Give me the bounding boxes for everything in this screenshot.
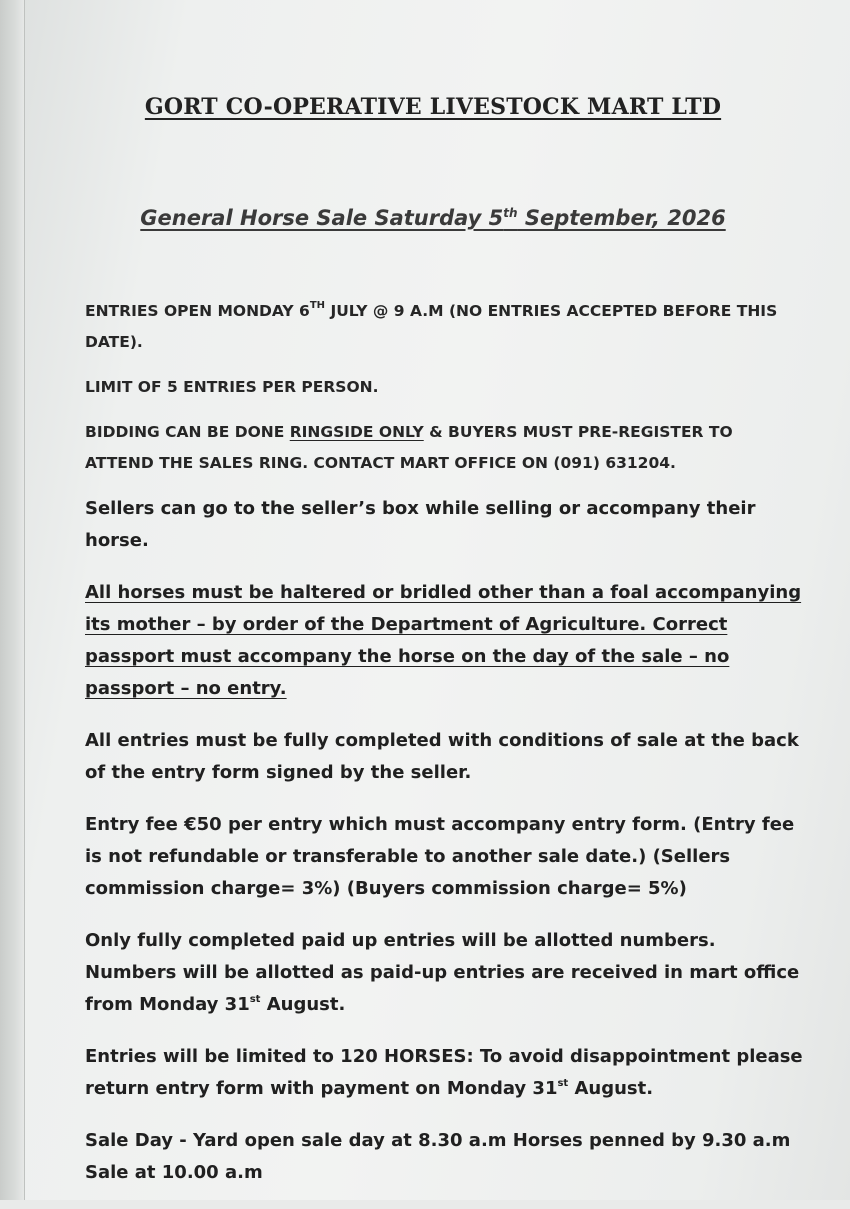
- entry-limit-horses-paragraph: [85, 1041, 805, 1105]
- bidding-paragraph: [85, 417, 805, 479]
- entries-open-paragraph: [85, 296, 805, 358]
- entries-open-sup: TH: [309, 300, 326, 311]
- document-title: GORT CO-OPERATIVE LIVESTOCK MART LTD: [144, 94, 722, 120]
- entries-open-text-b: JULY @ 9 A.M (NO ENTRIES ACCEPTED BEFORE THIS DATE).: [85, 302, 778, 351]
- ringside-only-text: RINGSIDE ONLY: [289, 423, 424, 441]
- allotted-numbers-text-a: Only fully completed paid up entries will be allotted numbers. Numbers will be allotted as paid-up entries are received in mart office from Monday 31: [85, 930, 800, 1015]
- entry-limit-horses-sup: st: [557, 1078, 569, 1089]
- bidding-text-b: & BUYERS MUST PRE-REGISTER TO ATTEND THE SALES RING. CONTACT MART OFFICE ON (091) 631204.: [85, 423, 733, 472]
- entry-fee-paragraph: Entry fee €50 per entry which must accompany entry form. (Entry fee is not refundable or transferable to another sale date.) (Sellers commission charge= 3%) (Buyers commission charge= 5%): [85, 814, 795, 899]
- allotted-numbers-sup: st: [249, 994, 261, 1005]
- sale-heading-rest: September, 2026: [517, 206, 726, 230]
- bidding-text-a: BIDDING CAN BE DONE: [85, 423, 290, 441]
- binding-edge-line: [24, 0, 25, 1200]
- sellers-paragraph: Sellers can go to the seller’s box while selling or accompany their horse.: [85, 498, 756, 551]
- binding-margin: [0, 0, 24, 1200]
- sale-heading-main: General Horse Sale Saturday 5: [140, 206, 504, 230]
- entry-limit-paragraph: LIMIT OF 5 ENTRIES PER PERSON.: [85, 378, 379, 396]
- allotted-numbers-text-b: August.: [260, 994, 346, 1015]
- notice-body: [85, 296, 805, 1209]
- sale-heading-sup: th: [503, 206, 518, 220]
- entry-limit-horses-text-a: Entries will be limited to 120 HORSES: To avoid disappointment please return entry form with payment on Monday 31: [85, 1046, 803, 1099]
- halter-passport-paragraph: [85, 577, 805, 705]
- sale-heading: [0, 206, 850, 230]
- entries-open-text-a: ENTRIES OPEN MONDAY 6: [85, 302, 310, 320]
- halter-passport-text: All horses must be haltered or bridled other than a foal accompanying its mother – by order of the Department of Agriculture. Correct passport must accompany the horse on the day of the sale – no passport – no entry.: [85, 582, 802, 699]
- entries-completed-paragraph: All entries must be fully completed with conditions of sale at the back of the entry form signed by the seller.: [85, 730, 799, 783]
- allotted-numbers-paragraph: [85, 925, 805, 1021]
- sale-day-paragraph: Sale Day - Yard open sale day at 8.30 a.m Horses penned by 9.30 a.m Sale at 10.00 a.m: [85, 1130, 791, 1183]
- entry-limit-horses-text-b: August.: [568, 1078, 654, 1099]
